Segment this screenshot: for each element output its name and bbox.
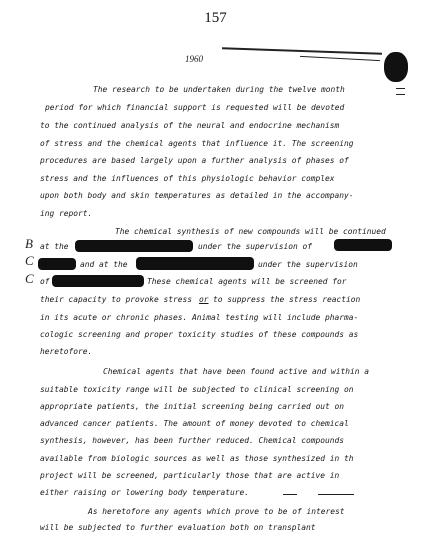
page-number: 157 bbox=[204, 10, 227, 26]
text-line: period for which financial support is requested will be devoted bbox=[45, 103, 345, 112]
text-line: heretofore. bbox=[40, 347, 93, 356]
margin-letter: B bbox=[25, 236, 33, 251]
scan-stroke bbox=[222, 47, 382, 55]
text-line: under the supervision of bbox=[198, 242, 313, 251]
margin-letter: C bbox=[25, 271, 34, 286]
margin-letter: C bbox=[25, 253, 34, 268]
text-line: suitable toxicity range will be subjected to clinical screening on bbox=[40, 385, 354, 394]
text-line: advanced cancer patients. The amount of money devoted to chemical bbox=[40, 419, 349, 428]
text-line: their capacity to provoke stress bbox=[40, 295, 193, 304]
text-line: at the bbox=[40, 242, 69, 251]
text-line: in its acute or chronic phases. Animal testing will include pharma- bbox=[40, 313, 359, 322]
scan-stroke bbox=[283, 494, 297, 495]
redaction-bar bbox=[334, 239, 392, 251]
text-line: cologic screening and proper toxicity studies of these compounds as bbox=[40, 330, 359, 339]
scan-stroke bbox=[300, 56, 380, 61]
text-line: stress and the influences of this physiologic behavior complex bbox=[40, 174, 335, 183]
text-line: Chemical agents that have been found active and within a bbox=[103, 367, 370, 376]
year-heading: 1960 bbox=[185, 54, 203, 64]
text-line: project will be screened, particularly those that are active in bbox=[40, 471, 340, 480]
text-line: The research to be undertaken during the twelve month bbox=[93, 85, 345, 94]
redaction-bar bbox=[136, 257, 254, 270]
text-line: will be subjected to further evaluation both on transplant bbox=[40, 523, 316, 532]
text-line: synthesis, however, has been further reduced. Chemical compounds bbox=[40, 436, 345, 445]
scan-stroke bbox=[318, 494, 354, 495]
text-line: available from biologic sources as well as those synthesized in th bbox=[40, 454, 354, 463]
scan-stroke bbox=[396, 88, 405, 89]
text-line: and at the bbox=[80, 260, 128, 269]
scan-stroke bbox=[396, 94, 405, 95]
text-line: upon both body and skin temperatures as detailed in the accompany- bbox=[40, 191, 354, 200]
redaction-bar bbox=[75, 240, 193, 252]
text-line: These chemical agents will be screened for bbox=[147, 277, 347, 286]
text-line: As heretofore any agents which prove to be of interest bbox=[88, 507, 345, 516]
text-line: procedures are based largely upon a further analysis of phases of bbox=[40, 156, 349, 165]
text-line: of bbox=[40, 277, 50, 286]
redaction-bar bbox=[38, 258, 76, 270]
text-line: either raising or lowering body temperature. bbox=[40, 488, 250, 497]
text-line: to the continued analysis of the neural and endocrine mechanism bbox=[40, 121, 340, 130]
text-line: under the supervision bbox=[258, 260, 358, 269]
scan-smudge bbox=[384, 52, 408, 82]
redaction-bar bbox=[52, 275, 144, 287]
text-line: of stress and the chemical agents that influence it. The screening bbox=[40, 139, 354, 148]
text-line-underlined: or bbox=[199, 295, 209, 304]
text-line: The chemical synthesis of new compounds will be continued bbox=[115, 227, 386, 236]
text-line: ing report. bbox=[40, 209, 93, 218]
text-line: to suppress the stress reaction bbox=[213, 295, 361, 304]
text-line: appropriate patients, the initial screening being carried out on bbox=[40, 402, 345, 411]
